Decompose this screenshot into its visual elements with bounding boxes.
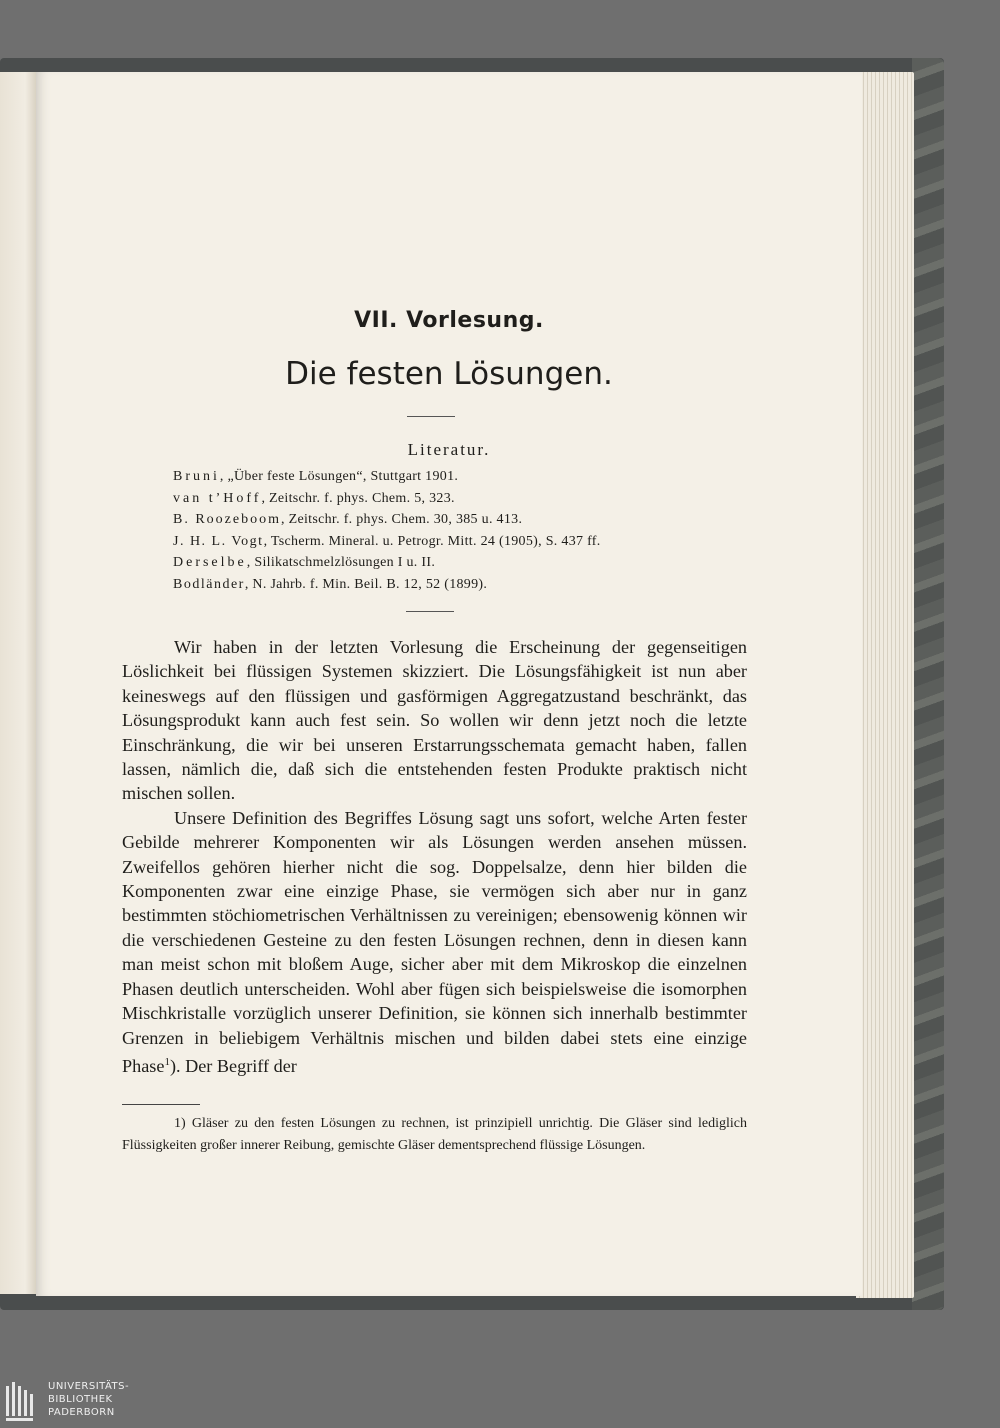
footnote-rule (122, 1104, 200, 1105)
library-name-line: PADERBORN (48, 1407, 115, 1418)
library-name-line: BIBLIOTHEK (48, 1394, 113, 1405)
literature-entry: B. Roozeboom, Zeitschr. f. phys. Chem. 30, 385 u. 413. (173, 512, 523, 527)
literature-entry: Bodländer, N. Jahrb. f. Min. Beil. B. 12, 52 (1899). (173, 576, 488, 592)
title-divider (407, 416, 455, 417)
library-name (48, 1380, 129, 1419)
literature-entry: Bruni, „Über feste Lösungen“, Stuttgart 1901. (173, 469, 459, 484)
left-page-edge (0, 72, 36, 1294)
lecture-number: VII. Vorlesung. (354, 308, 544, 333)
literature-list (173, 466, 601, 595)
footnote-marker: 1 (164, 1055, 170, 1068)
footnote: 1) Gläser zu den festen Lösungen zu rechnen, ist prinzipiell unrichtig. Die Gläser sind lediglich Flüssigkeiten großer innerer Reibung, gemischte Gläser dementsprechend flüssige Lösungen. (122, 1116, 747, 1153)
paragraph: Wir haben in der letzten Vorlesung die Erscheinung der gegenseitigen Löslichkeit bei flüssigen Systemen skizziert. Die Lösungsfähigkeit ist nun aber keineswegs auf den flüssigen und gasförmigen Aggregatzustand beschränkt, das Lösungsprodukt kann auch fest sein. So wollen wir denn jetzt noch die letzte Einschränkung, die wir bei unseren Erstarrungsschemata gemacht haben, fallen lassen, nämlich die, daß sich die entstehenden festen Produkte praktisch nicht mischen sollen. (122, 637, 747, 804)
library-name-line: UNIVERSITÄTS- (48, 1381, 130, 1392)
paragraph: Unsere Definition des Begriffes Lösung sagt uns sofort, welche Arten fester Gebilde mehrerer Komponenten wir als Lösungen werden ansehen müssen. Zweifellos gehören hierher nicht die sog. Doppelsalze, denn hier bilden die Komponenten zwar eine einzige Phase, sie vermögen sich aber nur in ganz bestimmten stöchiometrischen Verhältnissen zu vereinigen; ebensowenig können wir die verschiedenen Gesteine zu den festen Lösungen rechnen, denn in diesen kann man meist schon mit bloßem Auge, sicher aber mit dem Mikroskop die einzelnen Phasen deutlich unterscheiden. Wohl aber fügen sich beispielsweise die isomorphen Mischkristalle vorzüglich unserer Definition, sie können sich innerhalb bestimmter Grenzen in beliebigem Verhältnis mischen und bilden dabei stets eine einzige Phase$^1$). Der Begriff der (122, 807, 747, 1076)
literature-entry: van t’Hoff, Zeitschr. f. phys. Chem. 5, 323. (173, 490, 455, 506)
literature-entry: Derselbe, Silikatschmelzlösungen I u. II. (173, 555, 436, 570)
book-page (36, 72, 862, 1296)
page-stack-edges (856, 72, 914, 1298)
chapter-title: Die festen Lösungen. (285, 356, 613, 392)
literature-entry: J. H. L. Vogt, Tscherm. Mineral. u. Petrogr. Mitt. 24 (1905), S. 437 ff. (173, 533, 601, 549)
literature-heading: Literatur. (407, 440, 491, 459)
literature-divider (406, 611, 454, 612)
marbled-cover-edge (912, 58, 944, 1310)
body-text (122, 635, 747, 1078)
library-logo-icon (4, 1380, 40, 1424)
